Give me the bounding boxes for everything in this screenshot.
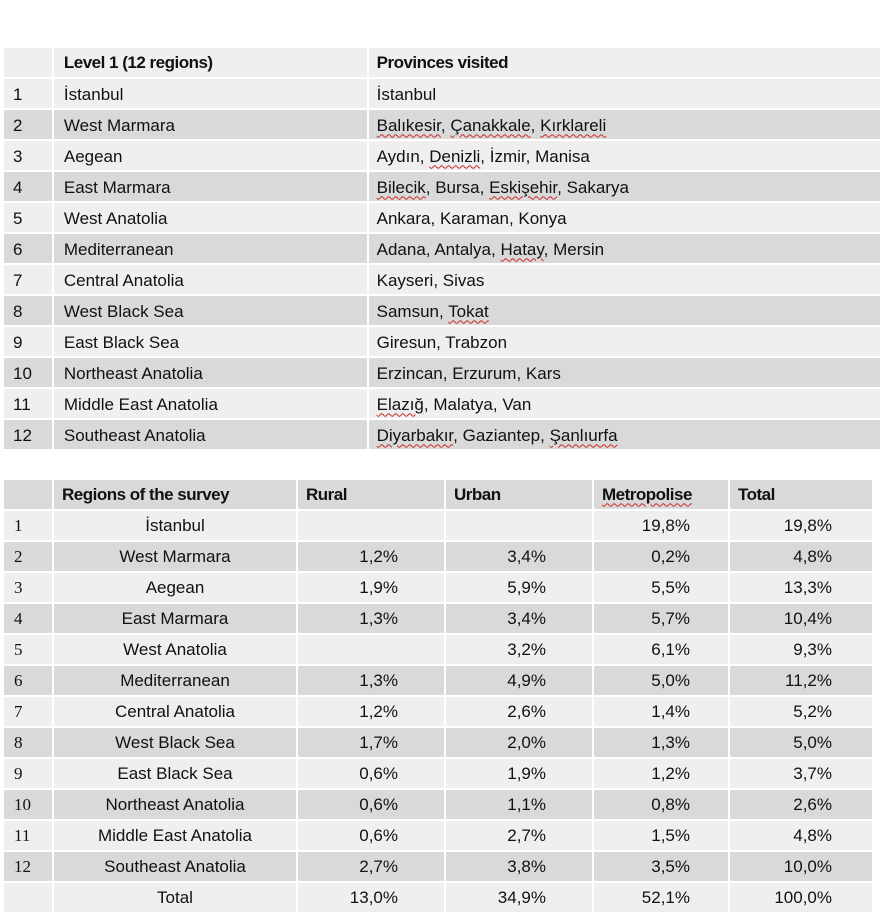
table-row — [4, 296, 880, 325]
rural-share: 1,2% — [298, 542, 444, 571]
table-row — [4, 420, 880, 449]
provinces-cell: Samsun, Tokat — [369, 296, 880, 325]
urban-share: 2,7% — [446, 821, 592, 850]
urban-share: 4,9% — [446, 666, 592, 695]
total-share: 4,8% — [730, 542, 872, 571]
region-name: Southeast Anatolia — [54, 420, 367, 449]
row-number: 3 — [4, 573, 52, 602]
table-row — [4, 852, 872, 881]
provinces-cell: Aydın, Denizli, İzmir, Manisa — [369, 141, 880, 170]
metro-share: 5,0% — [594, 666, 728, 695]
province-name: Manisa — [535, 146, 590, 166]
row-number: 2 — [4, 110, 52, 139]
row-number: 10 — [4, 790, 52, 819]
metro-share: 6,1% — [594, 635, 728, 664]
province-name: Trabzon — [445, 332, 508, 352]
provinces-cell: Elazığ, Malatya, Van — [369, 389, 880, 418]
provinces-cell: Kayseri, Sivas — [369, 265, 880, 294]
province-name: Balıkesir — [376, 115, 441, 135]
rural-share: 0,6% — [298, 759, 444, 788]
provinces-cell: Balıkesir, Çanakkale, Kırklareli — [369, 110, 880, 139]
metro-share: 0,8% — [594, 790, 728, 819]
row-number: 12 — [4, 420, 52, 449]
table-row — [4, 79, 880, 108]
row-number: 1 — [4, 511, 52, 540]
row-number: 7 — [4, 697, 52, 726]
region-name: East Black Sea — [54, 327, 367, 356]
metro-share: 1,4% — [594, 697, 728, 726]
metro-share: 3,5% — [594, 852, 728, 881]
urban-share: 3,4% — [446, 542, 592, 571]
table-row — [4, 821, 872, 850]
row-number: 8 — [4, 728, 52, 757]
province-name: Aydın — [376, 146, 420, 166]
province-name: Adana — [376, 239, 426, 259]
table-row — [4, 358, 880, 387]
province-name: Erzincan — [376, 363, 443, 383]
region-name: İstanbul — [54, 511, 296, 540]
provinces-cell — [369, 79, 880, 108]
urban-share: 2,6% — [446, 697, 592, 726]
metro-share: 5,5% — [594, 573, 728, 602]
total-share: 13,3% — [730, 573, 872, 602]
rural-share: 1,2% — [298, 697, 444, 726]
province-name: Kırklareli — [540, 115, 607, 135]
metro-share: 5,7% — [594, 604, 728, 633]
province-name: Sakarya — [566, 177, 629, 197]
row-number: 7 — [4, 265, 52, 294]
region-name: İstanbul — [54, 79, 367, 108]
table-header-row — [4, 48, 880, 77]
rural-share: 1,3% — [298, 666, 444, 695]
row-number: 5 — [4, 635, 52, 664]
header-num — [4, 48, 52, 77]
region-name: East Marmara — [54, 172, 367, 201]
urban-share: 3,4% — [446, 604, 592, 633]
region-name: Northeast Anatolia — [54, 790, 296, 819]
urban-share: 2,0% — [446, 728, 592, 757]
province-name: Gaziantep — [462, 425, 541, 445]
total-share: 10,0% — [730, 852, 872, 881]
provinces-cell: Adana, Antalya, Hatay, Mersin — [369, 234, 880, 263]
table-row — [4, 141, 880, 170]
region-name: Middle East Anatolia — [54, 821, 296, 850]
table-row — [4, 666, 872, 695]
total-share: 3,7% — [730, 759, 872, 788]
rural-share: 0,6% — [298, 790, 444, 819]
province-name: Hatay — [500, 239, 544, 259]
row-number: 4 — [4, 172, 52, 201]
region-name: West Anatolia — [54, 203, 367, 232]
province-name: Elazığ — [376, 394, 424, 414]
row-number: 5 — [4, 203, 52, 232]
province-name: Bilecik — [376, 177, 426, 197]
total-share: 19,8% — [730, 511, 872, 540]
metro-share: 1,5% — [594, 821, 728, 850]
region-name: Mediterranean — [54, 666, 296, 695]
urban-share: 34,9% — [446, 883, 592, 912]
provinces-cell: Diyarbakır, Gaziantep, Şanlıurfa — [369, 420, 880, 449]
row-number: 11 — [4, 389, 52, 418]
province-name: Eskişehir — [489, 177, 558, 197]
row-number: 3 — [4, 141, 52, 170]
rural-share: 1,9% — [298, 573, 444, 602]
province-name: Tokat — [448, 301, 489, 321]
header-num — [4, 480, 52, 509]
header-provinces: Provinces visited — [369, 48, 880, 77]
metro-share: 0,2% — [594, 542, 728, 571]
region-name: West Black Sea — [54, 728, 296, 757]
province-name: Ankara — [376, 208, 431, 228]
total-share: 5,2% — [730, 697, 872, 726]
metro-share: 1,3% — [594, 728, 728, 757]
row-number: 12 — [4, 852, 52, 881]
region-name: Southeast Anatolia — [54, 852, 296, 881]
row-number: 1 — [4, 79, 52, 108]
table-row — [4, 389, 880, 418]
table-row — [4, 110, 880, 139]
region-name: Central Anatolia — [54, 265, 367, 294]
header-region: Level 1 (12 regions) — [54, 48, 367, 77]
regions-provinces-table — [2, 46, 882, 451]
province-name: Mersin — [553, 239, 605, 259]
table-row — [4, 728, 872, 757]
region-name: Central Anatolia — [54, 697, 296, 726]
header-region: Regions of the survey — [54, 480, 296, 509]
province-name: Diyarbakır — [376, 425, 454, 445]
province-name: İzmir — [489, 146, 526, 166]
region-name: Aegean — [54, 573, 296, 602]
urban-share: 1,9% — [446, 759, 592, 788]
province-name: Malatya — [433, 394, 493, 414]
province-name: Samsun — [376, 301, 439, 321]
total-row — [4, 883, 872, 912]
rural-share: 2,7% — [298, 852, 444, 881]
region-name: Northeast Anatolia — [54, 358, 367, 387]
region-name: East Black Sea — [54, 759, 296, 788]
province-name: Şanlıurfa — [549, 425, 618, 445]
table-row — [4, 511, 872, 540]
row-number: 4 — [4, 604, 52, 633]
table-row — [4, 172, 880, 201]
province-name: Kars — [525, 363, 561, 383]
table-header-row — [4, 480, 872, 509]
total-share: 4,8% — [730, 821, 872, 850]
province-name: Kayseri — [376, 270, 434, 290]
province-name: Denizli — [429, 146, 481, 166]
row-number — [4, 883, 52, 912]
survey-distribution-table — [2, 478, 874, 914]
table-row — [4, 635, 872, 664]
province-name: Erzurum — [452, 363, 517, 383]
rural-share — [298, 635, 444, 664]
province-name: Giresun — [376, 332, 437, 352]
region-name: West Black Sea — [54, 296, 367, 325]
header-rural: Rural — [298, 480, 444, 509]
urban-share — [446, 511, 592, 540]
row-number: 9 — [4, 327, 52, 356]
metro-share: 19,8% — [594, 511, 728, 540]
header-metropolise: Metropolise — [594, 480, 728, 509]
provinces-cell: Erzincan, Erzurum, Kars — [369, 358, 880, 387]
table-row — [4, 327, 880, 356]
metro-share: 1,2% — [594, 759, 728, 788]
total-share: 11,2% — [730, 666, 872, 695]
region-name: West Anatolia — [54, 635, 296, 664]
region-name: Aegean — [54, 141, 367, 170]
row-number: 9 — [4, 759, 52, 788]
province-name: Van — [502, 394, 532, 414]
province-name: Karaman — [439, 208, 509, 228]
rural-share: 1,7% — [298, 728, 444, 757]
table-row — [4, 573, 872, 602]
province-name: Çanakkale — [450, 115, 531, 135]
provinces-cell: Giresun, Trabzon — [369, 327, 880, 356]
provinces-cell: Ankara, Karaman, Konya — [369, 203, 880, 232]
row-number: 6 — [4, 666, 52, 695]
total-share: 10,4% — [730, 604, 872, 633]
metro-share: 52,1% — [594, 883, 728, 912]
table-row — [4, 234, 880, 263]
row-number: 10 — [4, 358, 52, 387]
region-name: West Marmara — [54, 542, 296, 571]
row-number: 8 — [4, 296, 52, 325]
region-name: West Marmara — [54, 110, 367, 139]
rural-share: 13,0% — [298, 883, 444, 912]
rural-share — [298, 511, 444, 540]
table-row — [4, 542, 872, 571]
province-name: Sivas — [442, 270, 485, 290]
province-name: Bursa — [435, 177, 480, 197]
rural-share: 1,3% — [298, 604, 444, 633]
table-row — [4, 265, 880, 294]
total-share: 2,6% — [730, 790, 872, 819]
table-row — [4, 697, 872, 726]
table-row — [4, 604, 872, 633]
provinces-cell: Bilecik, Bursa, Eskişehir, Sakarya — [369, 172, 880, 201]
row-number: 2 — [4, 542, 52, 571]
header-urban: Urban — [446, 480, 592, 509]
rural-share: 0,6% — [298, 821, 444, 850]
row-number: 11 — [4, 821, 52, 850]
total-share: 9,3% — [730, 635, 872, 664]
total-share: 5,0% — [730, 728, 872, 757]
urban-share: 3,8% — [446, 852, 592, 881]
region-name: Middle East Anatolia — [54, 389, 367, 418]
region-name: Total — [54, 883, 296, 912]
province-name: Antalya — [434, 239, 492, 259]
table-row — [4, 759, 872, 788]
province-name: Konya — [518, 208, 567, 228]
region-name: Mediterranean — [54, 234, 367, 263]
table-row — [4, 203, 880, 232]
region-name: East Marmara — [54, 604, 296, 633]
total-share: 100,0% — [730, 883, 872, 912]
row-number: 6 — [4, 234, 52, 263]
urban-share: 3,2% — [446, 635, 592, 664]
urban-share: 5,9% — [446, 573, 592, 602]
urban-share: 1,1% — [446, 790, 592, 819]
header-total: Total — [730, 480, 872, 509]
table-row — [4, 790, 872, 819]
province-name: İstanbul — [376, 84, 437, 104]
